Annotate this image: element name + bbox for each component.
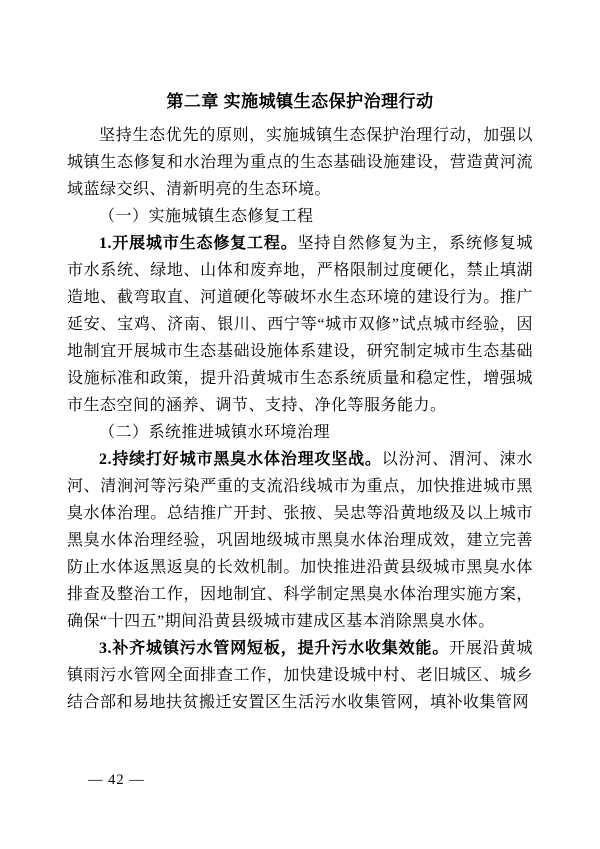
- numbered-paragraph-3-text: 开展沿黄城镇雨污水管网全面排查工作，加快建设城中村、老旧城区、城乡结合部和易地扶贫搬迁安置区生活污水收集管网，填补收集管网: [67, 640, 533, 711]
- numbered-paragraph-1-lead: 1.开展城市生态修复工程。: [99, 235, 298, 252]
- numbered-paragraph-3: [67, 635, 533, 716]
- section-heading-2: （二）系统推进城镇水环境治理: [99, 424, 331, 441]
- chapter-title: 第二章 实施城镇生态保护治理行动: [166, 92, 434, 111]
- numbered-paragraph-2: [67, 446, 533, 635]
- numbered-paragraph-2-lead: 2.持续打好城市黑臭水体治理攻坚战。: [99, 451, 382, 468]
- page-content: [67, 88, 533, 716]
- numbered-paragraph-2-text: 以汾河、渭河、涑水河、清涧河等污染严重的支流沿线城市为重点，加快推进城市黑臭水体治理。总结推广开封、张掖、吴忠等沿黄地级及以上城市黑臭水体治理经验，巩固地级城市黑臭水体治理成效，建立完善防止水体返黑返臭的长效机制。加快推进沿黄县级城市黑臭水体排查及整治工作，因地制宜、科学制定黑臭水体治理实施方案，确保“十四五”期间沿黄县级城市建成区基本消除黑臭水体。: [67, 451, 533, 630]
- paragraph-intro: 坚持生态优先的原则，实施城镇生态保护治理行动，加强以城镇生态修复和水治理为重点的生态基础设施建设，营造黄河流域蓝绿交织、清新明亮的生态环境。: [67, 127, 533, 198]
- numbered-paragraph-1: [67, 230, 533, 419]
- numbered-paragraph-1-text: 坚持自然修复为主，系统修复城市水系统、绿地、山体和废弃地，严格限制过度硬化，禁止填湖造地、截弯取直、河道硬化等破坏水生态环境的建设行为。推广延安、宝鸡、济南、银川、西宁等“城市双修”试点城市经验，因地制宜开展城市生态基础设施体系建设，研究制定城市生态基础设施标准和政策，提升沿黄城市生态系统质量和稳定性，增强城市生态空间的涵养、调节、支持、净化等服务能力。: [67, 235, 533, 414]
- section-heading-1: （一）实施城镇生态修复工程: [99, 208, 314, 225]
- page-number: — 42 —: [88, 772, 145, 788]
- numbered-paragraph-3-lead: 3.补齐城镇污水管网短板，提升污水收集效能。: [99, 640, 450, 657]
